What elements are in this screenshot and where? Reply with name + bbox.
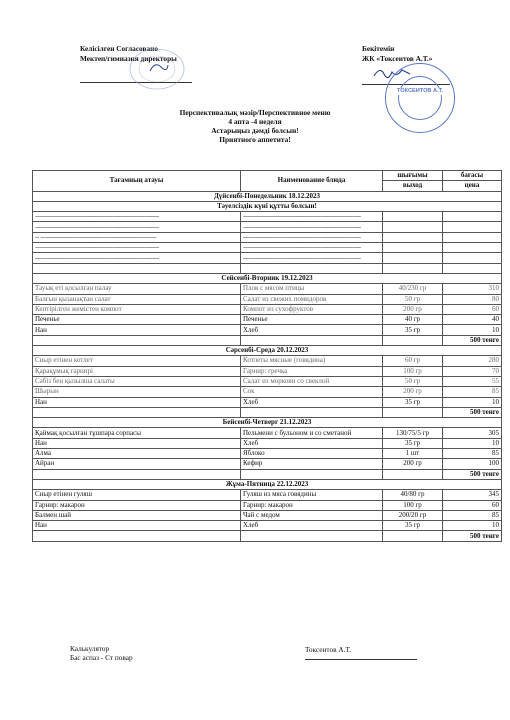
dish-name-kz: Сәбіз бен қызылша салаты: [33, 376, 241, 386]
dish-price: 10: [443, 438, 502, 448]
total-spacer: [383, 531, 443, 541]
day-header-row: [33, 273, 502, 283]
dish-price: 10: [443, 325, 502, 335]
dish-name-kz: Гарнир: макарон: [33, 500, 241, 510]
dish-output: 50 гр: [383, 294, 443, 304]
dish-output: [383, 253, 443, 263]
dish-output: 100 гр: [383, 366, 443, 376]
approval-left-line2: Мектеп/гимназия директоры: [80, 54, 177, 63]
dish-name-ru: Хлеб: [241, 397, 383, 407]
dish-price: 305: [443, 428, 502, 438]
dish-name-kz: -------------------------------------------------------------: [33, 222, 241, 232]
total-spacer: [241, 407, 383, 417]
dish-name-ru: Чай с медом: [241, 510, 383, 520]
menu-item-row: [33, 387, 502, 397]
dish-price: 60: [443, 304, 502, 314]
dish-name-ru: ----------------------------------------------------------: [241, 232, 383, 242]
dish-name-ru: Хлеб: [241, 521, 383, 531]
menu-item-row: [33, 222, 502, 232]
dish-output: 100 гр: [383, 500, 443, 510]
dish-output: [383, 212, 443, 222]
dish-name-ru: Гарнир: макарон: [241, 500, 383, 510]
dish-name-ru: Компот из сухофруктов: [241, 304, 383, 314]
total-spacer: [33, 469, 241, 479]
dish-name-kz: Балғын қызанақтан салат: [33, 294, 241, 304]
dish-name-kz: Сиыр етінен гуляш: [33, 490, 241, 500]
dish-output: 35 гр: [383, 325, 443, 335]
dish-price: 100: [443, 459, 502, 469]
day-total: 500 тенге: [443, 335, 502, 345]
total-spacer: [241, 469, 383, 479]
total-spacer: [33, 335, 241, 345]
day-header-row: [33, 191, 502, 201]
dish-name-kz: Кептірілген жемістен компот: [33, 304, 241, 314]
dish-name-kz: -- ---------------------------------------------------------: [33, 232, 241, 242]
dish-name-ru: ----------------------------------------------------------: [241, 222, 383, 232]
dish-price: 85: [443, 510, 502, 520]
dish-name-kz: -------------------------------------------------------------: [33, 212, 241, 222]
menu-item-row: [33, 243, 502, 253]
day-total-row: [33, 469, 502, 479]
dish-output: [383, 243, 443, 253]
dish-name-ru: Котлеты мясные (говядина): [241, 356, 383, 366]
approval-left-line1: Келісілген Согласовано: [80, 44, 158, 53]
total-spacer: [241, 335, 383, 345]
dish-output: 200 гр: [383, 459, 443, 469]
day-total: [443, 263, 502, 273]
dish-price: 345: [443, 490, 502, 500]
day-total-row: [33, 335, 502, 345]
menu-item-row: [33, 232, 502, 242]
dish-name-ru: Хлеб: [241, 325, 383, 335]
total-spacer: [383, 263, 443, 273]
day-title: Сәрсенбі-Среда 20.12.2023: [33, 346, 502, 356]
header-price-ru: цена: [443, 181, 502, 191]
menu-item-row: [33, 212, 502, 222]
greeting-kz: Астарыңыз дәмді болсын!: [211, 126, 299, 135]
dish-name-kz: Нан: [33, 438, 241, 448]
dish-name-kz: Қаймақ қосылған тұшпара сорпасы: [33, 428, 241, 438]
dish-name-ru: ----------------------------------------------------------: [241, 243, 383, 253]
day-total-row: [33, 531, 502, 541]
dish-name-ru: Печенье: [241, 315, 383, 325]
dish-name-ru: Сок: [241, 387, 383, 397]
dish-price: 10: [443, 521, 502, 531]
approval-right-line2: ЖК «Токсеитов А.Т.»: [362, 54, 433, 63]
day-title: Дүйсенбі-Понедельник 18.12.2023: [33, 191, 502, 201]
menu-item-row: [33, 325, 502, 335]
day-header-row: [33, 346, 502, 356]
dish-name-kz: Қарақұмық гарнирі: [33, 366, 241, 376]
menu-week: 4 апта -4 неделя: [228, 117, 282, 126]
dish-output: [383, 232, 443, 242]
dish-output: 40/230 гр: [383, 284, 443, 294]
dish-output: 1 шт: [383, 449, 443, 459]
total-spacer: [383, 335, 443, 345]
menu-item-row: [33, 253, 502, 263]
table-header-row: [33, 171, 502, 181]
header-price-kz: бағасы: [443, 171, 502, 181]
stamp-name: ТОКСЕИТОВ А.Т.: [397, 88, 443, 94]
dish-output: 40 гр: [383, 315, 443, 325]
total-spacer: [241, 263, 383, 273]
day-total: 500 тенге: [443, 469, 502, 479]
dish-name-ru: Гарнир: гречка: [241, 366, 383, 376]
dish-name-ru: Плов с мясом птицы: [241, 284, 383, 294]
dish-name-ru: Гуляш из мяса говядины: [241, 490, 383, 500]
dish-name-ru: Яблоко: [241, 449, 383, 459]
dish-output: 200 гр: [383, 304, 443, 314]
dish-name-ru: ----------------------------------------------------------: [241, 212, 383, 222]
dish-price: [443, 243, 502, 253]
menu-title-kz: Перспективалық мәзір/Перспективное меню: [179, 108, 331, 117]
day-title: Сейсенбі-Вторник 19.12.2023: [33, 273, 502, 283]
dish-price: [443, 253, 502, 263]
approval-right-line1: Бекітемін: [362, 44, 395, 53]
dish-name-ru: Пельмени с бульоном и со сметаной: [241, 428, 383, 438]
greeting-ru: Приятного аппетита!: [219, 135, 291, 144]
menu-item-row: [33, 490, 502, 500]
dish-name-kz: Балмен шай: [33, 510, 241, 520]
total-spacer: [383, 407, 443, 417]
dish-name-ru: ----------------------------------------------------------: [241, 253, 383, 263]
dish-price: 40: [443, 315, 502, 325]
dish-output: 35 гр: [383, 521, 443, 531]
menu-item-row: [33, 356, 502, 366]
menu-item-row: [33, 459, 502, 469]
total-spacer: [383, 469, 443, 479]
dish-name-ru: Салат из свежих помидоров: [241, 294, 383, 304]
dish-price: 80: [443, 294, 502, 304]
school-stamp-icon: [128, 47, 186, 91]
menu-item-row: [33, 366, 502, 376]
total-spacer: [241, 531, 383, 541]
total-spacer: [33, 407, 241, 417]
dish-name-kz: Шырын: [33, 387, 241, 397]
dish-name-kz: Алма: [33, 449, 241, 459]
dish-output: 50 гр: [383, 376, 443, 386]
dish-output: 60 гр: [383, 356, 443, 366]
dish-name-kz: -------------------------------------------------------------: [33, 253, 241, 263]
footer-chef: Бас аспаз - Ст повар: [70, 653, 133, 662]
menu-item-row: [33, 304, 502, 314]
dish-price: 70: [443, 366, 502, 376]
menu-item-row: [33, 376, 502, 386]
day-subtitle-row: [33, 201, 502, 211]
day-total: 500 тенге: [443, 531, 502, 541]
dish-name-kz: Нан: [33, 325, 241, 335]
footer-approver-name: Токсеитов А.Т.: [305, 645, 352, 654]
dish-name-kz: -------------------------------------------------------------: [33, 243, 241, 253]
dish-name-kz: Сиыр етінен котлет: [33, 356, 241, 366]
dish-name-kz: Печенье: [33, 315, 241, 325]
dish-output: 40/80 гр: [383, 490, 443, 500]
dish-price: 55: [443, 376, 502, 386]
dish-price: 10: [443, 397, 502, 407]
day-total-row: [33, 263, 502, 273]
day-subtitle: Тәуелсіздік күні құтты болсын!: [33, 201, 502, 211]
menu-item-row: [33, 315, 502, 325]
menu-item-row: [33, 438, 502, 448]
day-total-row: [33, 407, 502, 417]
menu-item-row: [33, 397, 502, 407]
header-output-ru: выход: [383, 181, 443, 191]
dish-output: 200/20 гр: [383, 510, 443, 520]
day-title: Бейсенбі-Четверг 21.12.2023: [33, 418, 502, 428]
dish-name-ru: Кефир: [241, 459, 383, 469]
dish-name-ru: Салат из моркови со свеклой: [241, 376, 383, 386]
day-header-row: [33, 418, 502, 428]
menu-table: [32, 170, 502, 542]
dish-output: 35 гр: [383, 397, 443, 407]
day-header-row: [33, 479, 502, 489]
dish-price: 85: [443, 449, 502, 459]
day-title: Жұма-Пятница 22.12.2023: [33, 479, 502, 489]
menu-item-row: [33, 449, 502, 459]
menu-item-row: [33, 428, 502, 438]
menu-item-row: [33, 500, 502, 510]
dish-name-kz: Нан: [33, 397, 241, 407]
dish-output: 200 гр: [383, 387, 443, 397]
day-total: 500 тенге: [443, 407, 502, 417]
footer-signature-line: [305, 659, 417, 660]
menu-item-row: [33, 510, 502, 520]
header-name-kz: Тағамның атауы: [33, 171, 241, 192]
dish-output: 35 гр: [383, 438, 443, 448]
header-name-ru: Наименование блюда: [241, 171, 383, 192]
dish-output: 130/75/5 гр: [383, 428, 443, 438]
dish-price: 85: [443, 387, 502, 397]
menu-item-row: [33, 521, 502, 531]
dish-price: [443, 212, 502, 222]
total-spacer: [33, 531, 241, 541]
dish-name-kz: Айран: [33, 459, 241, 469]
dish-output: [383, 222, 443, 232]
dish-price: [443, 222, 502, 232]
dish-name-kz: Тауық еті қосылған палау: [33, 284, 241, 294]
dish-name-kz: Нан: [33, 521, 241, 531]
dish-price: 60: [443, 500, 502, 510]
total-spacer: [33, 263, 241, 273]
footer-calculator: Калькулятор: [70, 644, 110, 653]
dish-price: 280: [443, 356, 502, 366]
dish-price: [443, 232, 502, 242]
dish-price: 310: [443, 284, 502, 294]
header-output-kz: шығымы: [383, 171, 443, 181]
dish-name-ru: Хлеб: [241, 438, 383, 448]
menu-item-row: [33, 294, 502, 304]
menu-item-row: [33, 284, 502, 294]
